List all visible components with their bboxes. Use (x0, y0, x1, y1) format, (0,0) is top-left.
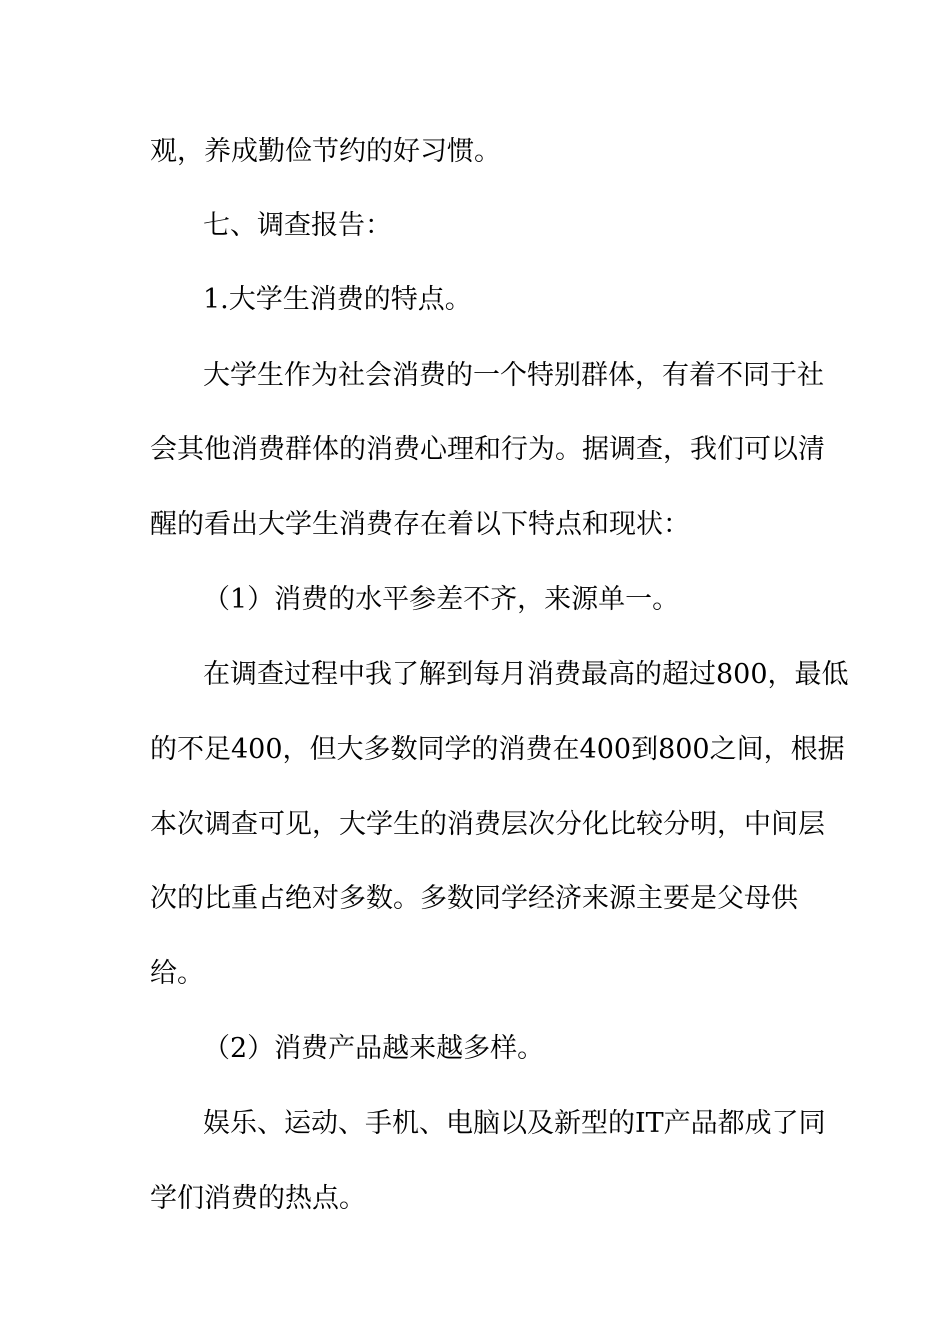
paragraph-line: 次的比重占绝对多数。多数同学经济来源主要是父母供 (150, 883, 798, 914)
paragraph-line: 在调查过程中我了解到每月消费最高的超过800，最低 (203, 659, 849, 690)
paragraph-line: 大学生作为社会消费的一个特别群体，有着不同于社 (203, 360, 824, 391)
paragraph-line: 观，养成勤俭节约的好习惯。 (150, 136, 501, 167)
paragraph-line: 娱乐、运动、手机、电脑以及新型的IT产品都成了同 (203, 1108, 826, 1139)
list-item-heading: （2）消费产品越来越多样。 (203, 1033, 545, 1064)
paragraph-line: 会其他消费群体的消费心理和行为。据调查，我们可以清 (150, 434, 825, 465)
paragraph-line: 本次调查可见，大学生的消费层次分化比较分明，中间层 (150, 809, 825, 840)
paragraph-line: 学们消费的热点。 (150, 1183, 366, 1214)
list-item-heading: （1）消费的水平参差不齐，来源单一。 (203, 584, 680, 615)
paragraph-line: 的不足400，但大多数同学的消费在400到800之间，根据 (150, 734, 845, 765)
section-heading: 七、调查报告： (203, 210, 392, 241)
subsection-heading: 1.大学生消费的特点。 (203, 284, 472, 315)
paragraph-line: 醒的看出大学生消费存在着以下特点和现状： (150, 509, 690, 540)
paragraph-line: 给。 (150, 958, 204, 989)
